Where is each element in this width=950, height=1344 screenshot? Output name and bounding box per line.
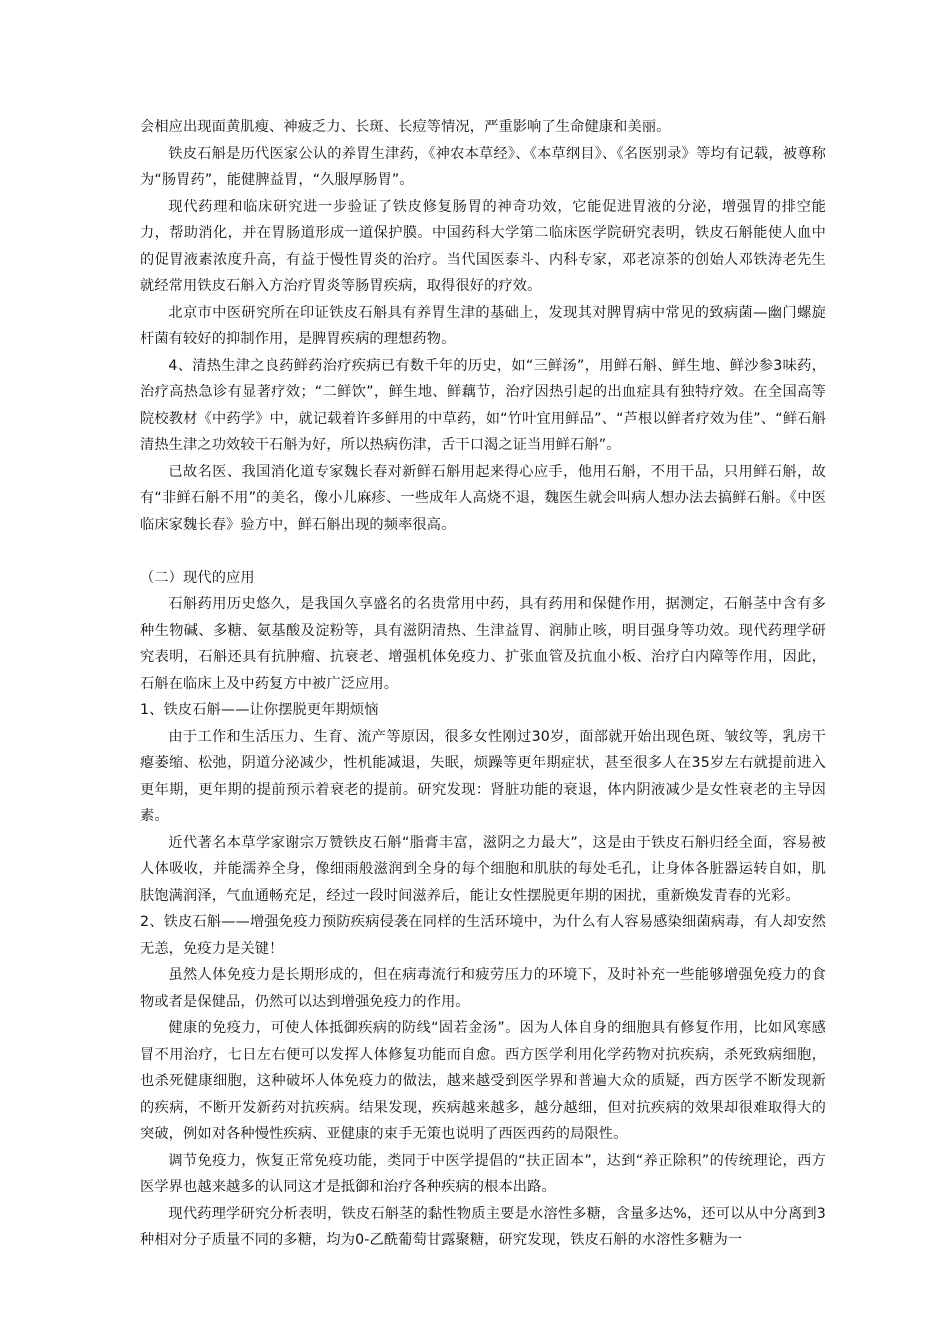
paragraph: 会相应出现面黄肌瘦、神疲乏力、长斑、长痘等情况，严重影响了生命健康和美丽。	[140, 119, 671, 135]
paragraph: 北京市中医研究所在印证铁皮石斛具有养胃生津的基础上，发现其对脾胃病中常见的致病菌—幽门螺旋杆菌有较好的抑制作用，是脾胃疾病的理想药物。	[140, 304, 826, 347]
paragraph: 调节免疫力，恢复正常免疫功能，类同于中医学提倡的“扶正固本”，达到“养正除积”的传统理论，西方医学界也越来越多的认同这才是抵御和治疗各种疾病的根本出路。	[140, 1152, 826, 1195]
paragraph: 现代药理学研究分析表明，铁皮石斛茎的黏性物质主要是水溶性多糖，含量多达%，还可以从中分离到3种相对分子质量不同的多糖，均为0-乙酰葡萄甘露聚糖，研究发现，铁皮石斛的水溶性多糖为一	[140, 1205, 826, 1248]
paragraph: 4、清热生津之良药鲜药治疗疾病已有数千年的历史，如“三鲜汤”，用鲜石斛、鲜生地、鲜沙参3味药，治疗高热急诊有显著疗效；“二鲜饮”，鲜生地、鲜藕节，治疗因热引起的出血症具有独特疗效。在全国高等院校教材《中药学》中，就记载着许多鲜用的中草药，如“竹叶宜用鲜品”、“芦根以鲜者疗效为佳”、“鲜石斛清热生津之功效较干石斛为好，所以热病伤津，舌干口渴之证当用鲜石斛”。	[140, 357, 826, 453]
paragraph: 石斛药用历史悠久，是我国久享盛名的名贵常用中药，具有药用和保健作用，据测定，石斛茎中含有多种生物碱、多糖、氨基酸及淀粉等，具有滋阴清热、生津益胃、润肺止咳，明目强身等功效。现代药理学研究表明，石斛还具有抗肿瘤、抗衰老、增强机体免疫力、扩张血管及抗血小板、治疗白内障等作用，因此，石斛在临床上及中药复方中被广泛应用。	[140, 596, 826, 692]
subsection-heading: 1、铁皮石斛——让你摆脱更年期烦恼	[140, 702, 379, 718]
paragraph: 近代著名本草学家谢宗万赞铁皮石斛“脂膏丰富，滋阴之力最大”，这是由于铁皮石斛归经全面，容易被人体吸收，并能濡养全身，像细雨般滋润到全身的每个细胞和肌肤的每处毛孔，让身体各脏器运转自如，肌肤饱满润泽，气血通畅充足，经过一段时间滋养后，能让女性摆脱更年期的困扰，重新焕发青春的光彩。	[140, 834, 826, 904]
paragraph: 虽然人体免疫力是长期形成的，但在病毒流行和疲劳压力的环境下，及时补充一些能够增强免疫力的食物或者是保健品，仍然可以达到增强免疫力的作用。	[140, 967, 826, 1010]
subsection-heading: 2、铁皮石斛——增强免疫力预防疾病侵袭在同样的生活环境中，为什么有人容易感染细菌病毒，有人却安然无恙，免疫力是关键！	[140, 914, 826, 957]
paragraph: 由于工作和生活压力、生育、流产等原因，很多女性刚过30岁，面部就开始出现色斑、皱纹等，乳房干瘪萎缩、松弛，阴道分泌减少，性机能减退，失眠，烦躁等更年期症状，甚至很多人在35岁左右就提前进入更年期，更年期的提前预示着衰老的提前。研究发现：肾脏功能的衰退，体内阴液减少是女性衰老的主导因素。	[140, 728, 826, 824]
paragraph: 现代药理和临床研究进一步验证了铁皮修复肠胃的神奇功效，它能促进胃液的分泌，增强胃的排空能力，帮助消化，并在胃肠道形成一道保护膜。中国药科大学第二临床医学院研究表明，铁皮石斛能使人血中的促胃液素浓度升高，有益于慢性胃炎的治疗。当代国医泰斗、内科专家，邓老凉茶的创始人邓铁涛老先生就经常用铁皮石斛入方治疗胃炎等肠胃疾病，取得很好的疗效。	[140, 198, 826, 294]
body-text	[140, 114, 826, 1254]
paragraph: 铁皮石斛是历代医家公认的养胃生津药，《神农本草经》、《本草纲目》、《名医别录》等均有记载，被尊称为“肠胃药”，能健脾益胃，“久服厚肠胃”。	[140, 145, 826, 188]
paragraph: 已故名医、我国消化道专家魏长春对新鲜石斛用起来得心应手，他用石斛，不用干品，只用鲜石斛，故有“非鲜石斛不用”的美名，像小儿麻疹、一些成年人高烧不退，魏医生就会叫病人想办法去搞鲜石斛。《中医临床家魏长春》验方中，鲜石斛出现的频率很高。	[140, 463, 826, 533]
paragraph: 健康的免疫力，可使人体抵御疾病的防线“固若金汤”。因为人体自身的细胞具有修复作用，比如风寒感冒不用治疗，七日左右便可以发挥人体修复功能而自愈。西方医学利用化学药物对抗疾病，杀死致病细胞，也杀死健康细胞，这种破坏人体免疫力的做法，越来越受到医学界和普遍大众的质疑，西方医学不断发现新的疾病，不断开发新药对抗疾病。结果发现，疾病越来越多，越分越细，但对抗疾病的效果却很难取得大的突破，例如对各种慢性疾病、亚健康的束手无策也说明了西医西药的局限性。	[140, 1020, 826, 1142]
section-heading: （二）现代的应用	[140, 569, 255, 586]
